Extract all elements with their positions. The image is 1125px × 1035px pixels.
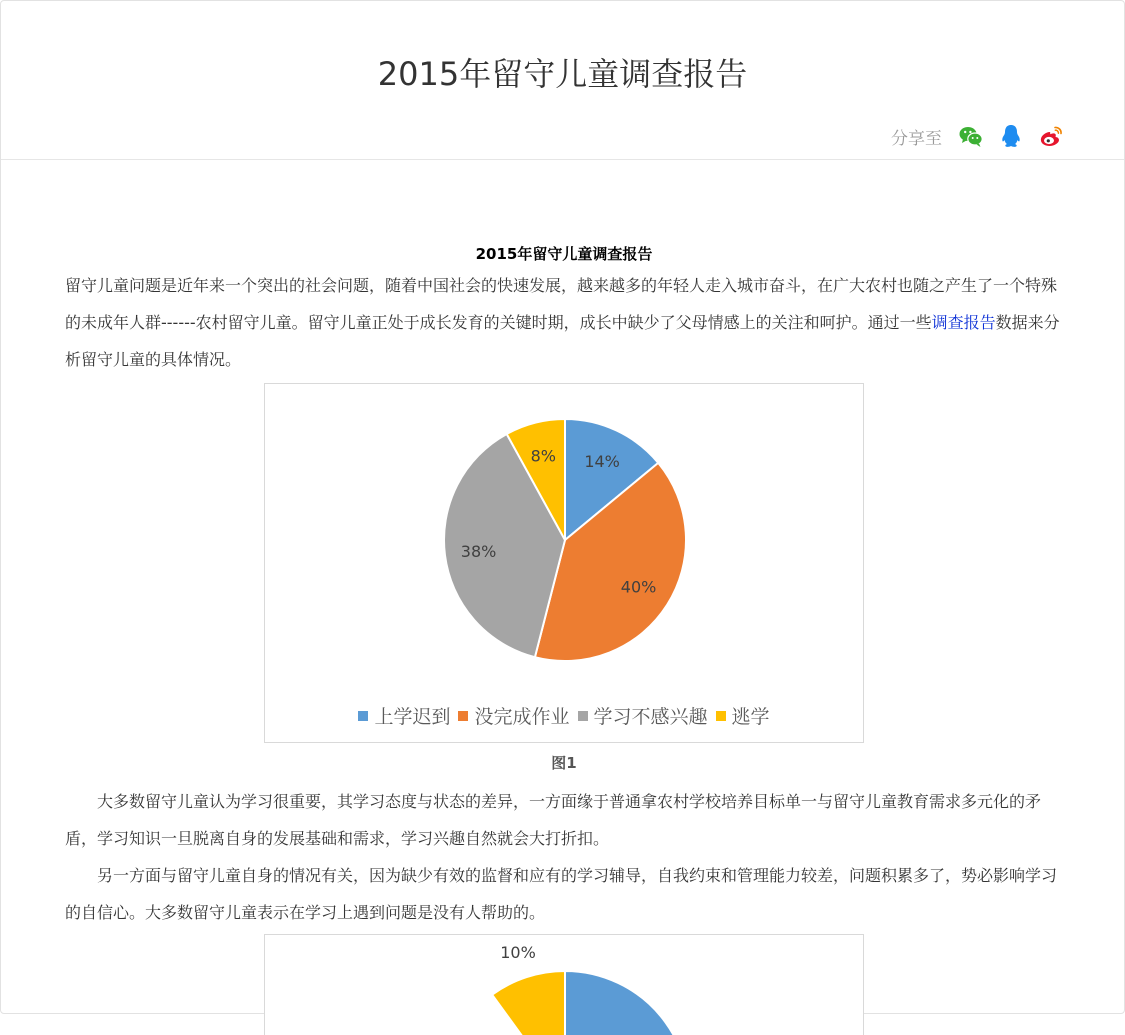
legend-item (578, 702, 708, 729)
legend-label: 没完成作业 (474, 706, 570, 728)
article-body (65, 241, 1063, 1035)
figure-caption: 图1 (551, 754, 577, 772)
weibo-icon[interactable] (1038, 123, 1064, 149)
legend-swatch (716, 711, 726, 721)
paragraph-3: 另一方面与留守儿童自身的情况有关，因为缺少有效的监督和应有的学习辅导，自我约束和管理能力较差，问题积累多了，势必影响学习的自信心。大多数留守儿童表示在学习上遇到问题是没有人帮助的。 (65, 866, 1058, 922)
intro-paragraph (65, 267, 1063, 378)
paragraph-2: 大多数留守儿童认为学习很重要，其学习态度与状态的差异，一方面缘于普通拿农村学校培养目标单一与留守儿童教育需求多元化的矛盾，学习知识一旦脱离自身的发展基础和需求，学习兴趣自然就会大打折扣。 (65, 792, 1042, 848)
pie-data-label: 14% (584, 452, 620, 472)
wechat-icon[interactable] (958, 123, 984, 149)
share-label: 分享至 (891, 128, 942, 149)
legend-item (716, 702, 770, 729)
survey-report-link[interactable]: 调查报告 (931, 313, 996, 332)
pie-chart-figure1 (264, 383, 864, 743)
document-title: 2015年留守儿童调查报告 (475, 245, 653, 263)
pie2-data-label: 10% (500, 943, 536, 962)
pie-data-label: 38% (460, 541, 497, 561)
legend-swatch (458, 711, 468, 721)
qq-icon[interactable] (998, 123, 1024, 149)
pie-chart-svg (265, 384, 863, 742)
pie-data-label: 8% (530, 446, 557, 466)
pie2-slice-yellow (492, 971, 565, 1035)
pie-chart-figure2 (264, 934, 864, 1035)
legend-swatch (578, 711, 588, 721)
pie2-slice-blue (565, 971, 689, 1035)
chart-legend (265, 702, 863, 729)
legend-label: 学习不感兴趣 (593, 706, 708, 728)
page-header (1, 1, 1124, 160)
share-bar (891, 123, 1064, 149)
legend-label: 逃学 (731, 706, 770, 728)
legend-swatch (358, 711, 368, 721)
intro-text: 留守儿童问题是近年来一个突出的社会问题，随着中国社会的快速发展，越来越多的年轻人走入城市奋斗，在广大农村也随之产生了一个特殊的未成年人群------农村留守儿童。留守儿童正处于成长发育的关键时期，成长中缺少了父母情感上的关注和呵护。通过一些 (65, 276, 1058, 332)
pie-chart-2-svg (265, 935, 863, 1035)
legend-item (458, 702, 569, 729)
legend-label: 上学迟到 (374, 706, 451, 728)
intro-text-end: 数据来分析留守儿童的具体情况。 (65, 313, 1060, 369)
page-title: 2015年留守儿童调查报告 (377, 55, 748, 93)
legend-item (358, 702, 450, 729)
pie-data-label: 40% (620, 577, 657, 597)
